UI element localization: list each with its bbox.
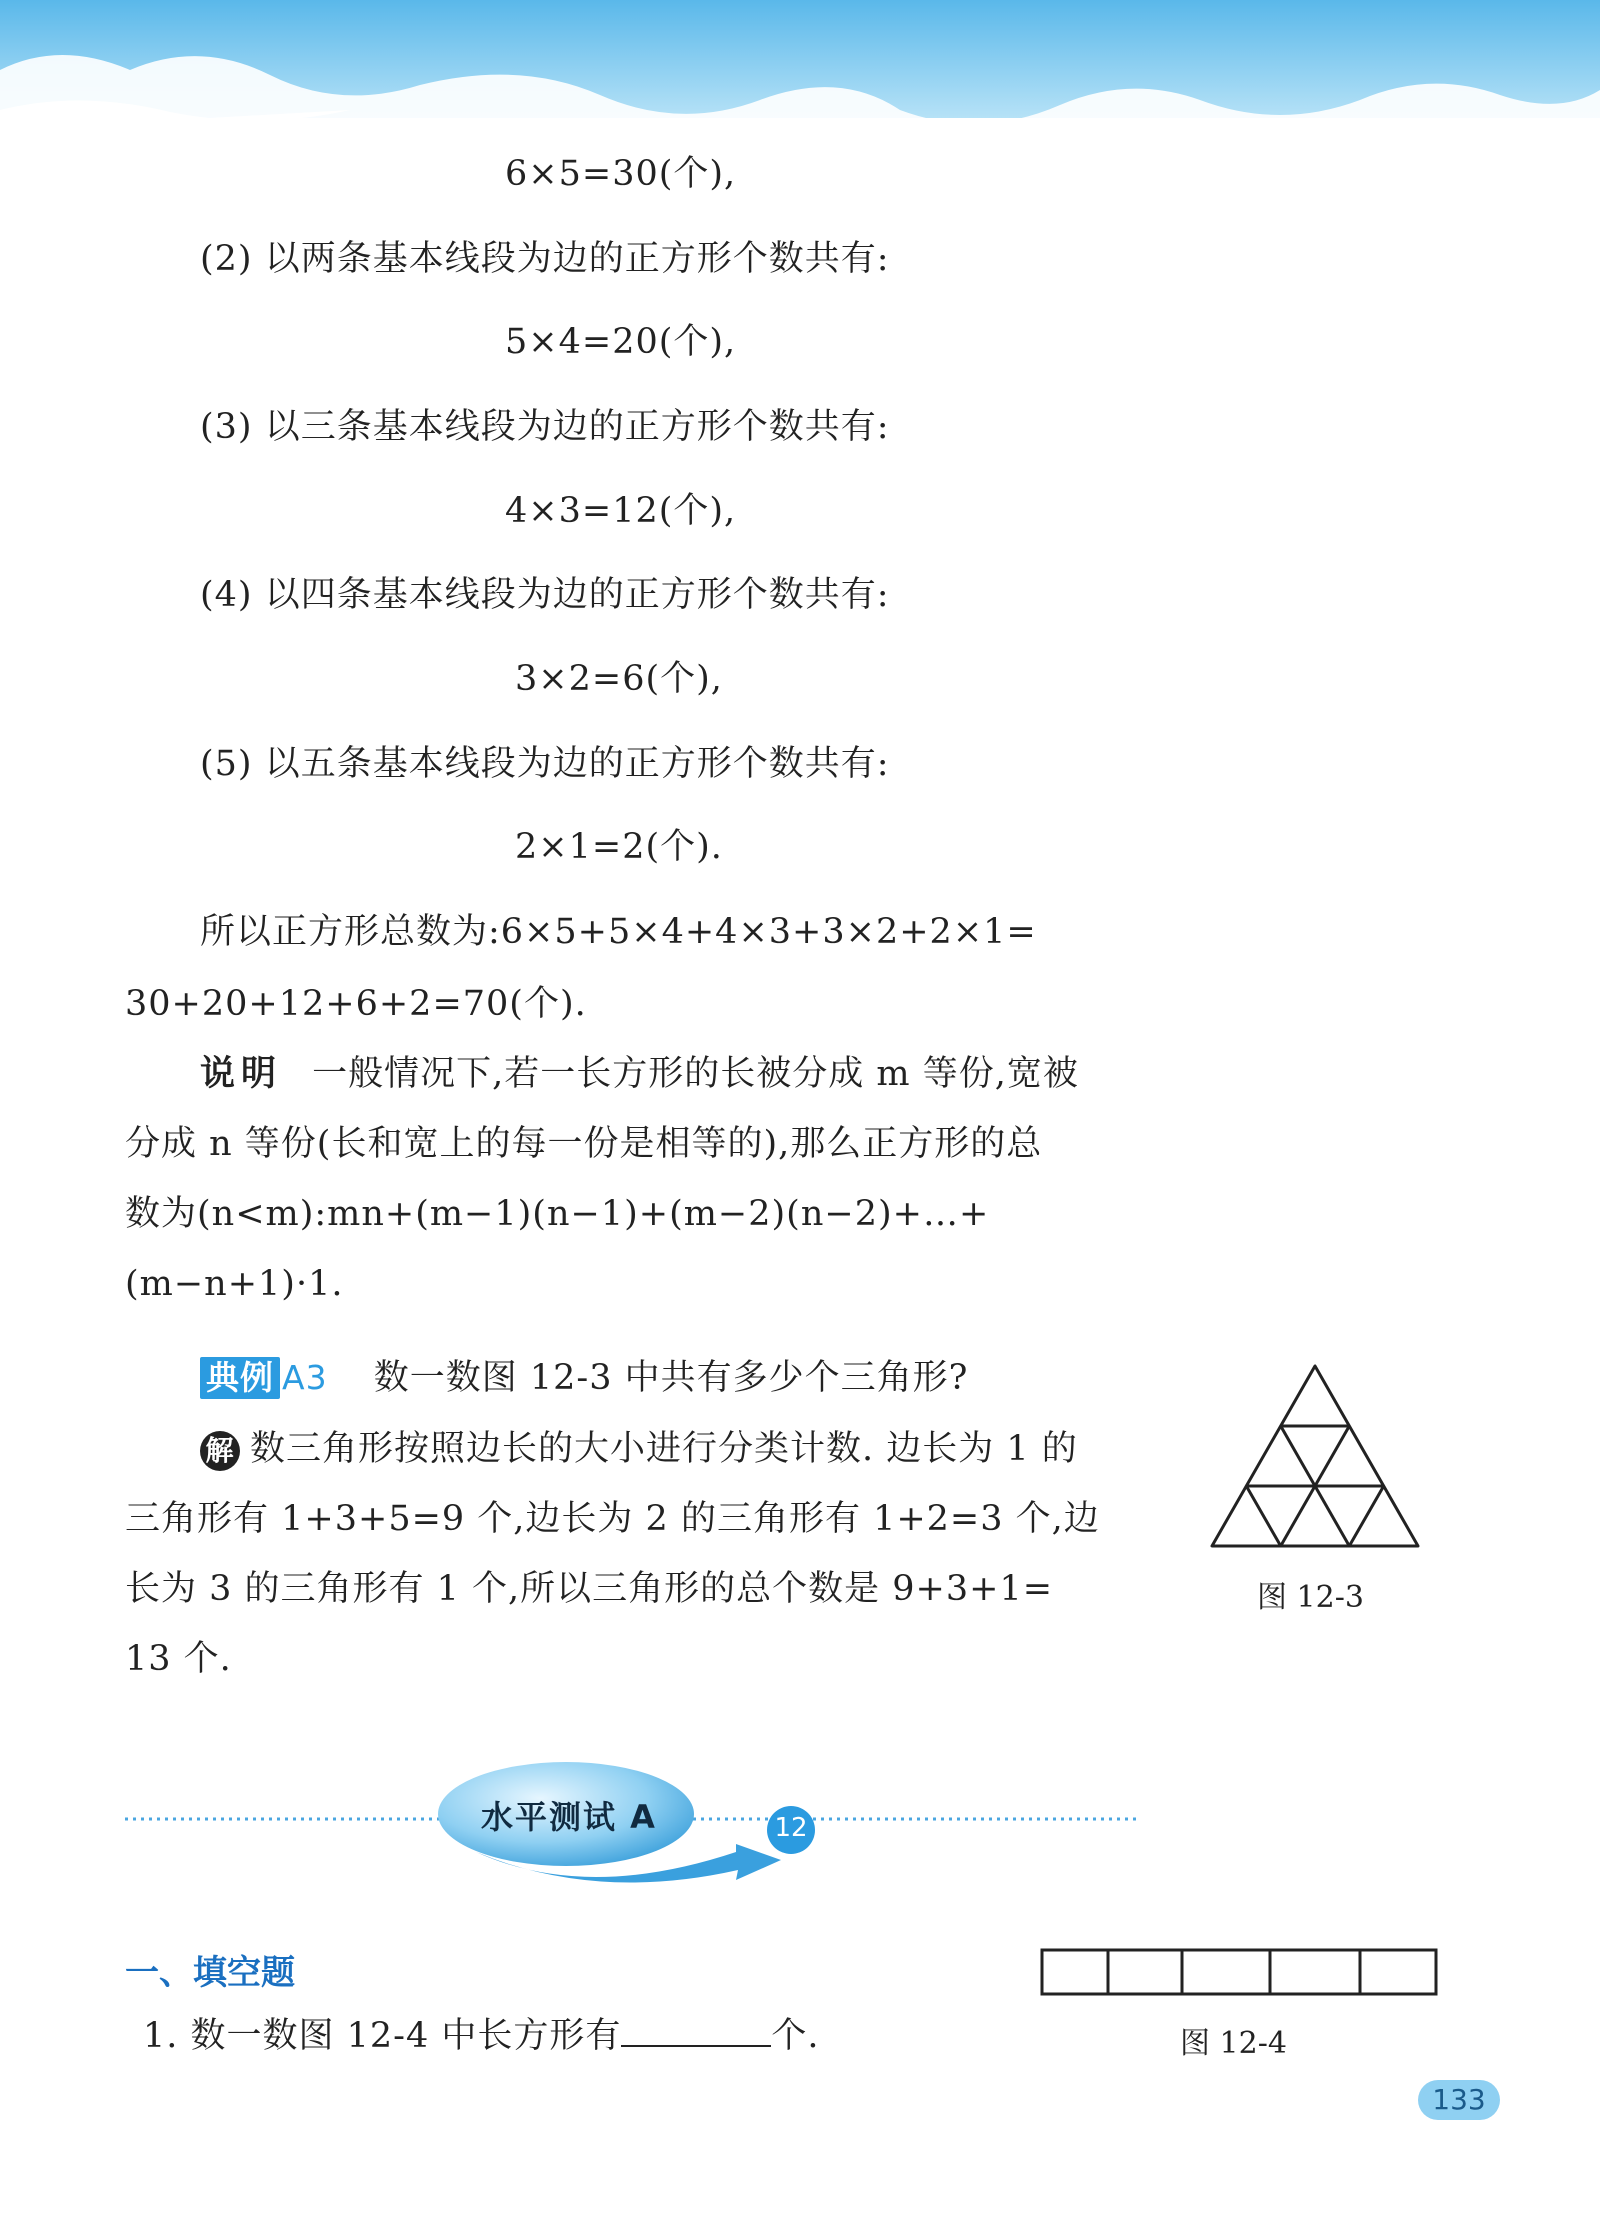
note-line-3: 数为(n<m):mn+(m−1)(n−1)+(m−2)(n−2)+…+	[125, 1194, 990, 1234]
note-line-4: (m−n+1)·1.	[125, 1264, 344, 1304]
item-5-text: (5) 以五条基本线段为边的正方形个数共有:	[200, 744, 890, 784]
header-cloud-banner	[0, 0, 1600, 130]
figure-12-3-triangle	[1208, 1362, 1422, 1550]
item-4-text: (4) 以四条基本线段为边的正方形个数共有:	[200, 575, 890, 615]
figure-12-3-caption: 图 12-3	[1257, 1580, 1364, 1615]
example-number: A3	[282, 1358, 328, 1397]
calc-line-4: 3×2=6(个),	[515, 659, 723, 699]
note-text-1: 一般情况下,若一长方形的长被分成 m 等份,宽被	[312, 1054, 1079, 1094]
figure-12-4-rectangle-strip	[1040, 1948, 1440, 1998]
solution-line-2: 三角形有 1+3+5=9 个,边长为 2 的三角形有 1+2=3 个,边	[125, 1499, 1100, 1539]
question-1-text-end: 个.	[771, 2016, 820, 2056]
item-2-text: (2) 以两条基本线段为边的正方形个数共有:	[200, 239, 890, 279]
question-1	[143, 2012, 820, 2060]
question-1-answer-blank[interactable]	[621, 2013, 771, 2047]
calc-line-5: 2×1=2(个).	[515, 827, 723, 867]
note-line-2: 分成 n 等份(长和宽上的每一份是相等的),那么正方形的总	[125, 1124, 1043, 1164]
total-line-1: 所以正方形总数为:6×5+5×4+4×3+3×2+2×1=	[200, 912, 1037, 952]
total-line-2: 30+20+12+6+2=70(个).	[125, 984, 587, 1024]
calc-line-2: 5×4=20(个),	[505, 322, 737, 362]
example-tag: 典例	[200, 1357, 280, 1399]
calc-line-1: 6×5=30(个),	[505, 154, 737, 194]
example-question: 数一数图 12-3 中共有多少个三角形?	[373, 1358, 969, 1398]
test-banner-title: 水平测试 A	[481, 1798, 657, 1836]
figure-12-4-caption: 图 12-4	[1180, 2026, 1287, 2061]
item-3-text: (3) 以三条基本线段为边的正方形个数共有:	[200, 407, 890, 447]
test-banner-chapter: 12	[774, 1813, 808, 1843]
solution-line-4: 13 个.	[125, 1639, 232, 1679]
solution-text-1: 数三角形按照边长的大小进行分类计数. 边长为 1 的	[250, 1429, 1078, 1469]
calc-line-3: 4×3=12(个),	[505, 491, 737, 531]
note-line-1	[200, 1050, 1079, 1098]
page-number: 133	[1418, 2080, 1500, 2120]
solve-badge-icon: 解	[200, 1431, 240, 1471]
solution-line-1	[200, 1425, 1078, 1473]
note-label: 说明	[200, 1054, 283, 1094]
example-question-line	[200, 1354, 968, 1402]
section-title: 一、填空题	[125, 1953, 295, 1993]
solution-line-3: 长为 3 的三角形有 1 个,所以三角形的总个数是 9+3+1=	[125, 1569, 1054, 1609]
question-1-text: 1. 数一数图 12-4 中长方形有	[143, 2016, 622, 2056]
